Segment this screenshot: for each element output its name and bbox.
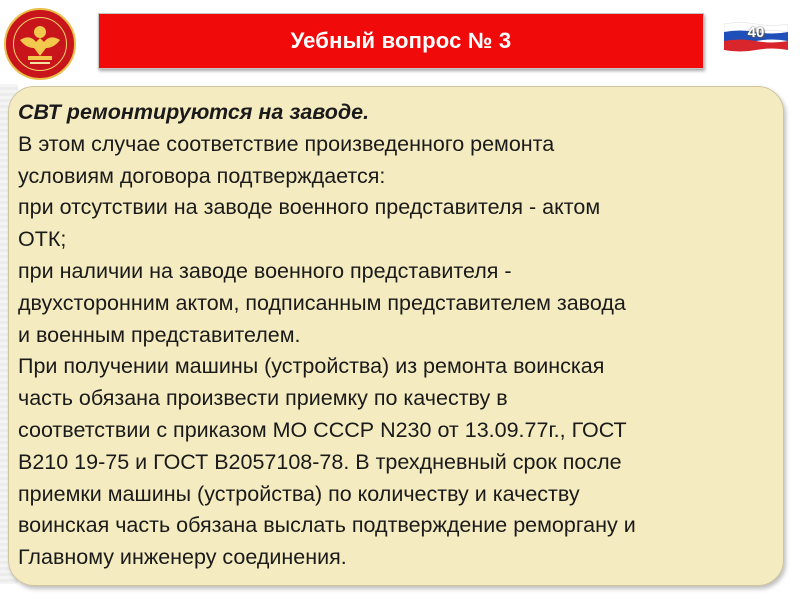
- content-paragraph-3: при наличии на заводе военного представителя - двухсторонним актом, подписанным представителем завода и военным представителем.: [18, 258, 626, 347]
- slide-number: 40: [747, 24, 765, 41]
- content-heading: СВТ ремонтируются на заводе.: [18, 100, 370, 124]
- page-title: Уебный вопрос № 3: [290, 28, 512, 53]
- content-text: [18, 97, 784, 574]
- military-department-emblem-icon: [4, 8, 76, 80]
- eagle-icon: [6, 10, 74, 78]
- title-bar: [98, 13, 704, 69]
- content-paragraph-2: при отсутствии на заводе военного представителя - актом ОТК;: [18, 195, 601, 252]
- content-paragraph-4: При получении машины (устройства) из ремонта воинская часть обязана произвести приемку по качеству в соответствии с приказом МО СССР N230 от 13.09.77г., ГОСТ В210 19-75 и ГОСТ В2057108-78. В трехдневный срок после приемки машины (устройства) по количеству и качеству воинская часть обязана выслать подтверждение реморгану и Главному инженеру соединения.: [18, 354, 636, 570]
- content-paragraph-1: В этом случае соответствие произведенного ремонта условиям договора подтверждается:: [18, 131, 555, 188]
